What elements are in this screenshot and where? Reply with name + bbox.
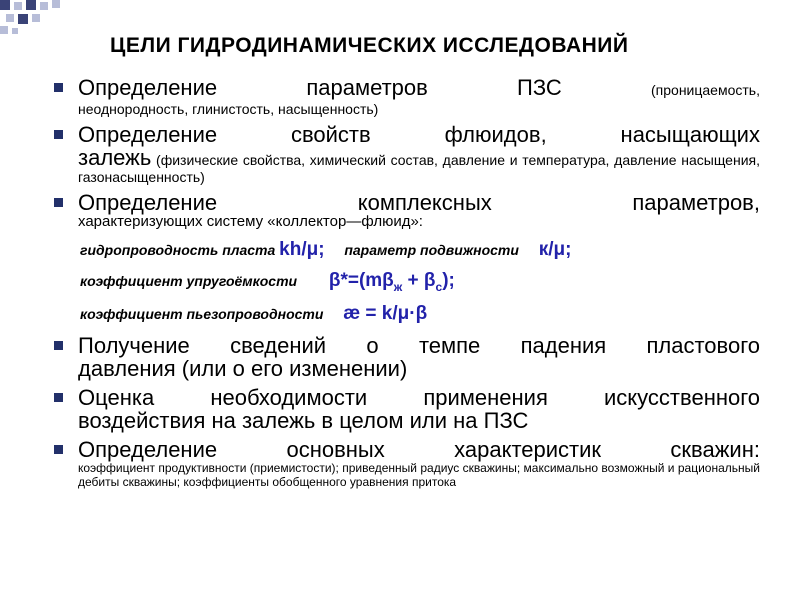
- bullet-icon: [54, 341, 63, 350]
- bullet-icon: [54, 445, 63, 454]
- formula-value: kh/μ;: [279, 239, 325, 260]
- formula-label: гидропроводность пласта: [80, 242, 276, 258]
- item-lead: Определение свойств флюидов, насыщающих: [78, 122, 760, 147]
- list-item: [46, 334, 760, 380]
- item-lead: Определение параметров ПЗС (проницаемость,: [78, 75, 760, 100]
- decorative-squares: [0, 0, 80, 40]
- list-item: [46, 386, 760, 432]
- bullet-icon: [54, 393, 63, 402]
- list-item: [46, 76, 760, 117]
- formula-label: коэффициент упругоёмкости: [80, 273, 298, 289]
- item-lead: Определение комплексных параметров,: [78, 190, 760, 215]
- formula-line: [46, 303, 760, 325]
- item-lead: Определение основных характеристик скважин:: [78, 436, 760, 462]
- page-title: ЦЕЛИ ГИДРОДИНАМИЧЕСКИХ ИССЛЕДОВАНИЙ: [110, 34, 629, 57]
- item-lead: давления (или о его изменении): [78, 355, 408, 381]
- list-item: [46, 123, 760, 185]
- formula-line: [46, 270, 760, 294]
- item-lead: Оценка необходимости применения искусственного: [78, 384, 760, 410]
- list-item: [46, 438, 760, 489]
- bullet-icon: [54, 198, 63, 207]
- item-detail: характеризующих систему «коллектор—флюид»:: [78, 213, 423, 230]
- formula-label: коэффициент пьезопроводности: [80, 305, 324, 322]
- bullet-icon: [54, 130, 63, 139]
- list-item: [46, 191, 760, 229]
- formula-value: к/μ;: [538, 239, 572, 260]
- formula-label: параметр подвижности: [344, 242, 519, 258]
- item-lead: Получение сведений о темпе падения пластового: [78, 332, 760, 358]
- item-detail: коэффициент продуктивности (приемистости); приведенный радиус скважины; максимально возможный и рациональный дебиты скважины; коэффициенты обобщенного уравнения притока: [78, 460, 760, 489]
- item-lead: воздействия на залежь в целом или на ПЗС: [78, 407, 529, 433]
- item-detail: неоднородность, глинистость, насыщенность): [78, 101, 379, 117]
- formula-line: [46, 239, 760, 261]
- formula-value: $\beta*=(m\beta_ж + \beta_с)$;: [328, 270, 455, 294]
- item-detail: залежь (физические свойства, химический состав, давление и температура, давление насыщения, газонасыщенность): [78, 145, 760, 185]
- formula-value: æ = k/μ·β: [343, 302, 428, 324]
- content: [46, 76, 760, 495]
- bullet-icon: [54, 83, 63, 92]
